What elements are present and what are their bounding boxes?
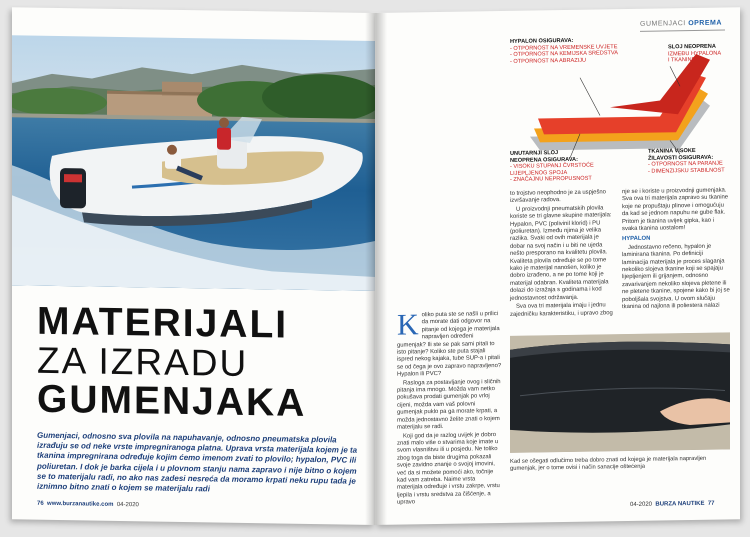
hypalon-item: - OTPORNOST NA ABRAZIJU [510,57,587,65]
drop-cap: K [397,308,419,342]
inner-item: - ZNAČAJNU NEPROPUSNOST [510,175,592,184]
body-paragraph: oliko puta ste se našli u prilici da morate dati odgovor na pitanje od kojega je materijala napravljen određeni gumenjak? Ili ste se pak sami pitali to isto pitanje? Koliko ste puta stajali ispred nekog kajaka, tube SUP-a i pitali se od čega je ovo zapravo napravljeno? Hypalon ili PVC? [397,311,502,378]
photo-caption: Kad se ošegati odlučimo treba dobro znati od kojega je materijala napravljen gumenjak, jer o tome ovisi i način sanacije oštećenja [510,455,707,472]
hypalon-title: HYPALON OSIGURAVA: [510,37,574,45]
title-line-3: GUMENJAKA [37,377,307,425]
left-page-number: 76 [37,500,44,507]
material-layers-diagram [510,35,730,183]
inner-item: - VISOKU STUPANJ ČVRSTOĆE [510,162,594,171]
body-column-3 [622,187,730,312]
section-rule [640,30,725,32]
brand-name: BURZA NAUTIKE [655,500,705,508]
body-paragraph: Jednostavno rečeno, hypalon je laminirana tkanina. Po definiciji laminacija materijala je proces slaganja nekoliko slojeva tkanine koji se spajaju lijepljenjem ili grijanjem, odnosno zavarivanjem nekoliko slojeva pletene ili ne pletene tkanine, spojene kako bi joj se poboljšala svojstva. U ovom slučaju tkanina od najlona ili poliestera nalazi [622,243,730,311]
hypalon-label [510,37,625,65]
title-line-1: MATERIJALI [37,299,289,347]
section-header [640,20,722,28]
fabric-item: - DIMENZIJSKU STABILNOST [648,167,725,175]
inner-item: LIJEPLJENOG SPOJA [510,169,568,177]
body-column-2 [510,189,615,320]
right-issue: 04-2020 [630,501,653,508]
neoprene-label [668,43,730,64]
lead-paragraph: Gumenjaci, odnosno sva plovila na napuhavanje, odnosno pneumatska plovila izrađuju se od neke vrste impregniranoga platna. Uprava vrsta materijala kojem je ta tkanina impregnirana određuje kojim ćemo imenom zvati to plovilo; hypalon, PVC ili poliuretan. I dok je barka cijela i u plovnom stanju nama zapravo i nije bitno o kojem se to materijalu radi, no ako nas zadesi nesreća da moramo krpati neku rupu tada je iznimno bitno znati o kojem se materijalu radi [37,430,358,494]
body-paragraph: U proizvodnji pneumatskih plovila koriste se tri glavne skupine materijala: Hypalon, PVC (polivinil klorid) i PU (poliuretan). Između njima je velika razlika. Svaki od ovih materijala je dobar na svoj način i u biti ne ujeda nešto presporano na kvalitetu plovila. Kvaliteta plovila određuje se po tome kako je materijal nanošen, koliko je dobro izrađeno, a ne po tome koji je materijal odabran. Kvaliteta materijala dolazi do izražaja s godinama i kod jednostavnost održavanja. [510,205,612,302]
fabric-item: - OTPORNOST NA PARANJE [648,160,723,168]
body-paragraph: Koji god da je razlog uvijek je dobro znati malo više o stvarima koje imate u svom vlasništvu ili u posjedu. Ne toliko zbog toga da biste drugima pokazali svoje zavidno znanje o svojoj imovini, već da si možete pomoći ako, točnije kad vam zatreba. Naime vrsta materijala određuje i vrstu zakrpe, vrstu ljepila i vrstu sredstva za čišćenje, a upravo [397,431,500,506]
section-prefix: GUMENJACI [640,20,686,28]
title-line-2: ZA IZRADU [37,339,249,385]
right-footer [630,501,715,508]
spine-shadow [365,13,387,525]
right-page [375,7,740,525]
boat-photo [12,35,375,291]
body-column-1 [397,308,502,508]
hypalon-subheading: HYPALON [622,236,651,243]
body-paragraph: nje se i koriste u proizvodnji gumenjaka. Sva ova tri materijala zapravo su tkanine koje ne propuštaju plinove i omogućuju da kad se jednom napuhu ne gube flak. Pritom je tkanina uvijek gipka, kao i svaka tkanina uostalom! [622,187,729,233]
section-name: OPREMA [688,19,722,28]
fabric-title-2: ŽILAVOSTI OSIGURAVA: [648,154,714,162]
hypalon-item: - OTPORNOST NA VREMENSKE UVJETE [510,43,618,52]
inner-title-1: UNUTARNJI SLOJ [510,150,559,157]
inner-neoprene-label [510,149,620,184]
left-page [12,7,375,525]
body-paragraph: Sva ova tri materijala imaju i jednu zajedničku karakteristiku, i upravo zbog [510,302,613,318]
magazine-spread [12,13,740,525]
right-page-number: 77 [707,500,715,507]
neoprene-title: SLOJ NEOPRENA [668,43,716,51]
fabric-label [648,147,730,175]
left-footer [37,501,139,509]
body-paragraph: Rasloga za postavljanje ovog i sličnih pitanja ima mnogo. Možda vam netko pokušava prodati gumenjak po vrloj cijeni, možda vam vaš polovni gumenjak puklo pa ga morate krpati, a možda jednostavno želite znati o kojem materijalu se radi. [397,378,501,431]
hypalon-item: - OTPORNOST NA KEMIJSKA SREDSTVA [510,50,618,59]
repair-photo [510,332,730,452]
neoprene-item: I TKANINE [668,57,696,64]
repair-photo-illustration [510,332,730,452]
inner-title-2: NEOPRENA OSIGURAVA: [510,156,578,164]
fabric-title-1: TKANINA VISOKE [648,147,696,155]
boat-photo-illustration [12,35,375,291]
body-paragraph: to trojstvo neophodno je za uspješno izvršavanje radova. [510,189,606,205]
website-link[interactable]: www.burzanautike.com [47,500,114,508]
neoprene-item: IZMEĐU HYPALONA [668,50,722,57]
left-issue: 04-2020 [116,501,139,509]
